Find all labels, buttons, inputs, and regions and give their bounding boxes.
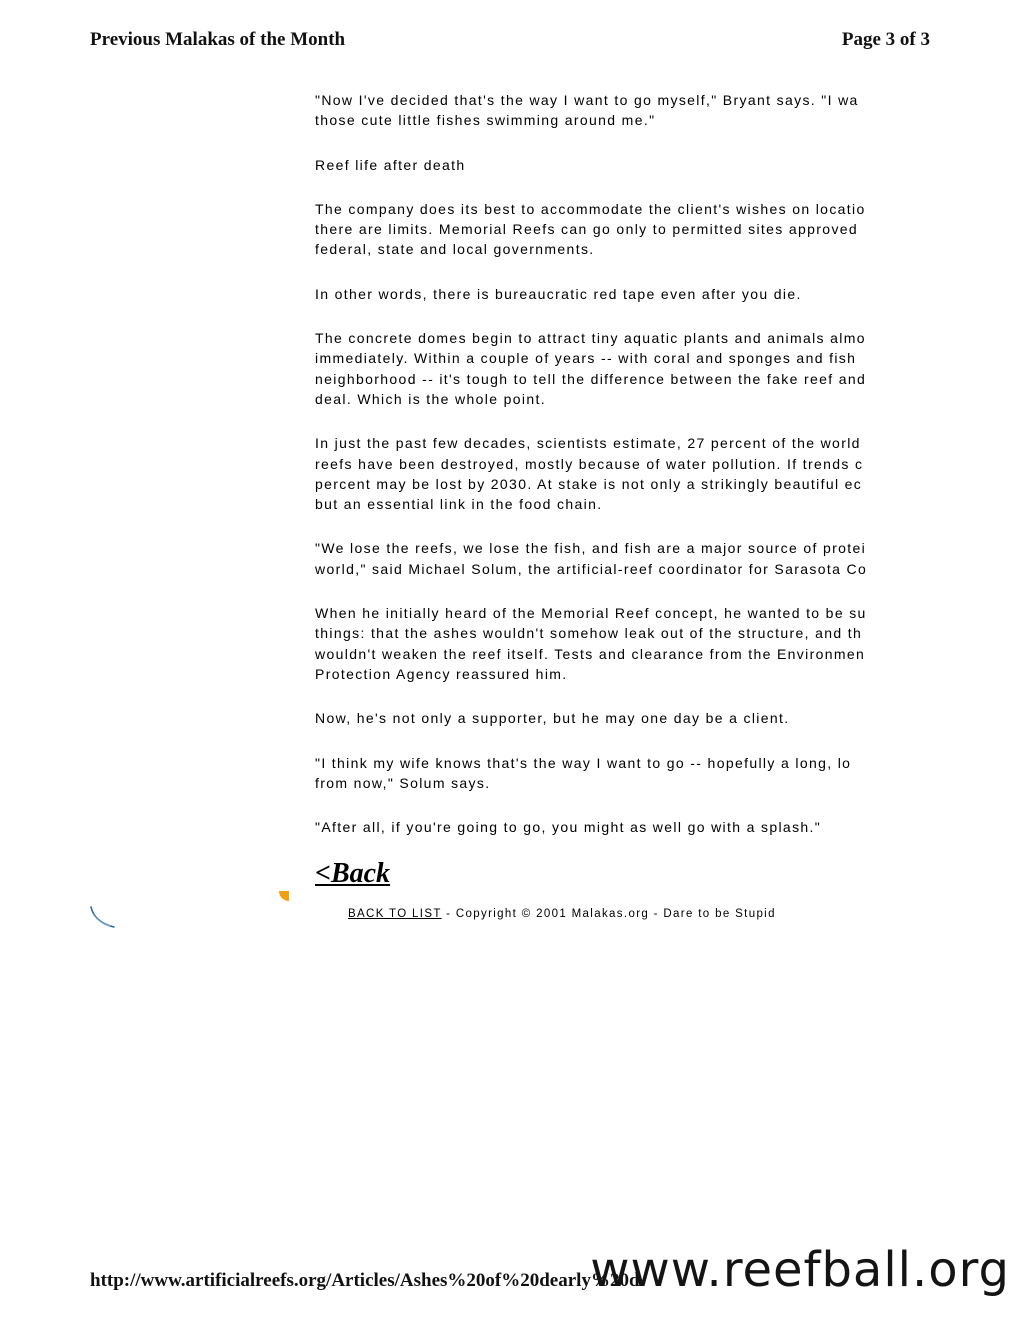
article-body (315, 90, 931, 861)
article-line: from now," Solum says. (315, 774, 491, 791)
article-paragraph (315, 284, 931, 304)
article-paragraph (315, 753, 931, 794)
blue-swoosh-icon (88, 904, 116, 930)
article-line: In just the past few decades, scientists estimate, 27 percent of the world (315, 435, 861, 452)
article-paragraph (315, 328, 931, 409)
orange-bullet-icon (279, 891, 289, 901)
article-line: "We lose the reefs, we lose the fish, and fish are a major source of protei (315, 540, 867, 557)
article-line: deal. Which is the whole point. (315, 390, 546, 407)
article-paragraph (315, 603, 931, 684)
article-paragraph (315, 708, 931, 728)
article-paragraph (315, 817, 931, 837)
article-line: Protection Agency reassured him. (315, 665, 568, 682)
article-line: there are limits. Memorial Reefs can go only to permitted sites approved (315, 221, 859, 238)
article-paragraph (315, 538, 931, 579)
article-line: federal, state and local governments. (315, 241, 595, 258)
article-line: The concrete domes begin to attract tiny aquatic plants and animals almo (315, 330, 866, 347)
article-paragraph (315, 433, 931, 514)
article-line: "After all, if you're going to go, you might as well go with a splash." (315, 819, 822, 836)
article-line: When he initially heard of the Memorial Reef concept, he wanted to be su (315, 605, 867, 622)
page-number: Page 3 of 3 (841, 29, 930, 50)
article-line: The company does its best to accommodate the client's wishes on locatio (315, 200, 866, 217)
article-paragraph (315, 155, 931, 175)
article-line: immediately. Within a couple of years -- with coral and sponges and fish (315, 350, 857, 367)
article-paragraph (315, 90, 931, 131)
reefball-watermark: www.reefball.org (590, 1242, 1010, 1298)
page-footer (348, 908, 776, 920)
article-line: reefs have been destroyed, mostly because of water pollution. If trends c (315, 455, 864, 472)
article-line: Now, he's not only a supporter, but he may one day be a client. (315, 710, 790, 727)
article-line: wouldn't weaken the reef itself. Tests and clearance from the Environmen (315, 645, 866, 662)
page-header-title: Previous Malakas of the Month (90, 29, 346, 50)
article-line: things: that the ashes wouldn't somehow leak out of the structure, and th (315, 625, 863, 642)
article-line: neighborhood -- it's tough to tell the difference between the fake reef and (315, 370, 867, 387)
article-line: "I think my wife knows that's the way I want to go -- hopefully a long, lo (315, 754, 852, 771)
back-to-list-link[interactable]: BACK TO LIST (348, 908, 442, 920)
source-url: http://www.artificialreefs.org/Articles/Ashes%20of%20dearly%20d (90, 1270, 640, 1291)
article-line: "Now I've decided that's the way I want to go myself," Bryant says. "I wa (315, 92, 859, 108)
article-line: but an essential link in the food chain. (315, 496, 603, 513)
article-line: world," said Michael Solum, the artificial-reef coordinator for Sarasota Co (315, 560, 868, 577)
article-line: Reef life after death (315, 156, 466, 173)
article-line: percent may be lost by 2030. At stake is not only a strikingly beautiful ec (315, 475, 863, 492)
article-paragraph (315, 199, 931, 260)
copyright-text: - Copyright © 2001 Malakas.org - Dare to be Stupid (441, 908, 776, 920)
back-link[interactable]: <Back (315, 858, 391, 889)
article-line: those cute little fishes swimming around me." (315, 112, 656, 129)
article-line: In other words, there is bureaucratic red tape even after you die. (315, 285, 802, 302)
